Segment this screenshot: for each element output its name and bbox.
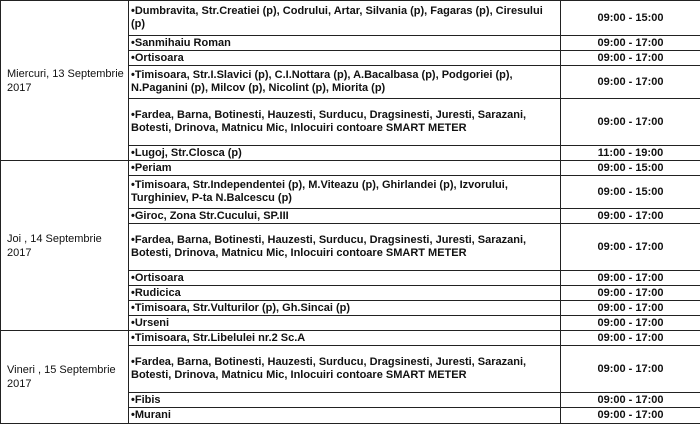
day-cell: Joi , 14 Septembrie 2017 (1, 161, 129, 331)
location-cell: •Timisoara, Str.Independentei (p), M.Viteazu (p), Ghirlandei (p), Izvorului, Turghiniev, P-ta N.Balcescu (p) (129, 176, 561, 209)
location-cell: •Rudicica (129, 286, 561, 301)
day-cell: Vineri , 15 Septembrie 2017 (1, 331, 129, 424)
location-cell: •Dumbravita, Str.Creatiei (p), Codrului, Artar, Silvania (p), Fagaras (p), Ciresului (p) (129, 1, 561, 36)
time-cell: 09:00 - 17:00 (561, 331, 700, 346)
table-row (1, 331, 700, 346)
location-cell: •Giroc, Zona Str.Cucului, SP.III (129, 209, 561, 224)
location-cell: •Timisoara, Str.Vulturilor (p), Gh.Sincai (p) (129, 301, 561, 316)
time-cell: 11:00 - 19:00 (561, 146, 700, 161)
time-cell: 09:00 - 17:00 (561, 346, 700, 393)
time-cell: 09:00 - 17:00 (561, 51, 700, 66)
location-cell: •Fibis (129, 393, 561, 408)
location-cell: •Fardea, Barna, Botinesti, Hauzesti, Surducu, Dragsinesti, Juresti, Sarazani, Botesti, Drinova, Matnicu Mic, Inlocuiri contoare SMART METER (129, 99, 561, 146)
location-cell: •Lugoj, Str.Closca (p) (129, 146, 561, 161)
location-cell: •Fardea, Barna, Botinesti, Hauzesti, Surducu, Dragsinesti, Juresti, Sarazani, Botesti, Drinova, Matnicu Mic, Inlocuiri contoare SMART METER (129, 346, 561, 393)
time-cell: 09:00 - 17:00 (561, 286, 700, 301)
location-cell: •Timisoara, Str.Libelulei nr.2 Sc.A (129, 331, 561, 346)
time-cell: 09:00 - 17:00 (561, 316, 700, 331)
time-cell: 09:00 - 15:00 (561, 176, 700, 209)
location-cell: •Sanmihaiu Roman (129, 36, 561, 51)
time-cell: 09:00 - 17:00 (561, 393, 700, 408)
time-cell: 09:00 - 17:00 (561, 408, 700, 424)
location-cell: •Periam (129, 161, 561, 176)
time-cell: 09:00 - 15:00 (561, 1, 700, 36)
location-cell: •Timisoara, Str.I.Slavici (p), C.I.Nottara (p), A.Bacalbasa (p), Podgoriei (p), N.Paganini (p), Milcov (p), Nicolint (p), Miorita (p) (129, 66, 561, 99)
time-cell: 09:00 - 17:00 (561, 99, 700, 146)
location-cell: •Urseni (129, 316, 561, 331)
time-cell: 09:00 - 17:00 (561, 301, 700, 316)
location-cell: •Ortisoara (129, 51, 561, 66)
table-row (1, 161, 700, 176)
time-cell: 09:00 - 17:00 (561, 224, 700, 271)
time-cell: 09:00 - 15:00 (561, 161, 700, 176)
time-cell: 09:00 - 17:00 (561, 66, 700, 99)
table-row (1, 1, 700, 36)
schedule-body (1, 1, 700, 424)
time-cell: 09:00 - 17:00 (561, 36, 700, 51)
location-cell: •Murani (129, 408, 561, 424)
location-cell: •Ortisoara (129, 271, 561, 286)
day-cell: Miercuri, 13 Septembrie 2017 (1, 1, 129, 161)
time-cell: 09:00 - 17:00 (561, 209, 700, 224)
location-cell: •Fardea, Barna, Botinesti, Hauzesti, Surducu, Dragsinesti, Juresti, Sarazani, Botesti, Drinova, Matnicu Mic, Inlocuiri contoare SMART METER (129, 224, 561, 271)
time-cell: 09:00 - 17:00 (561, 271, 700, 286)
